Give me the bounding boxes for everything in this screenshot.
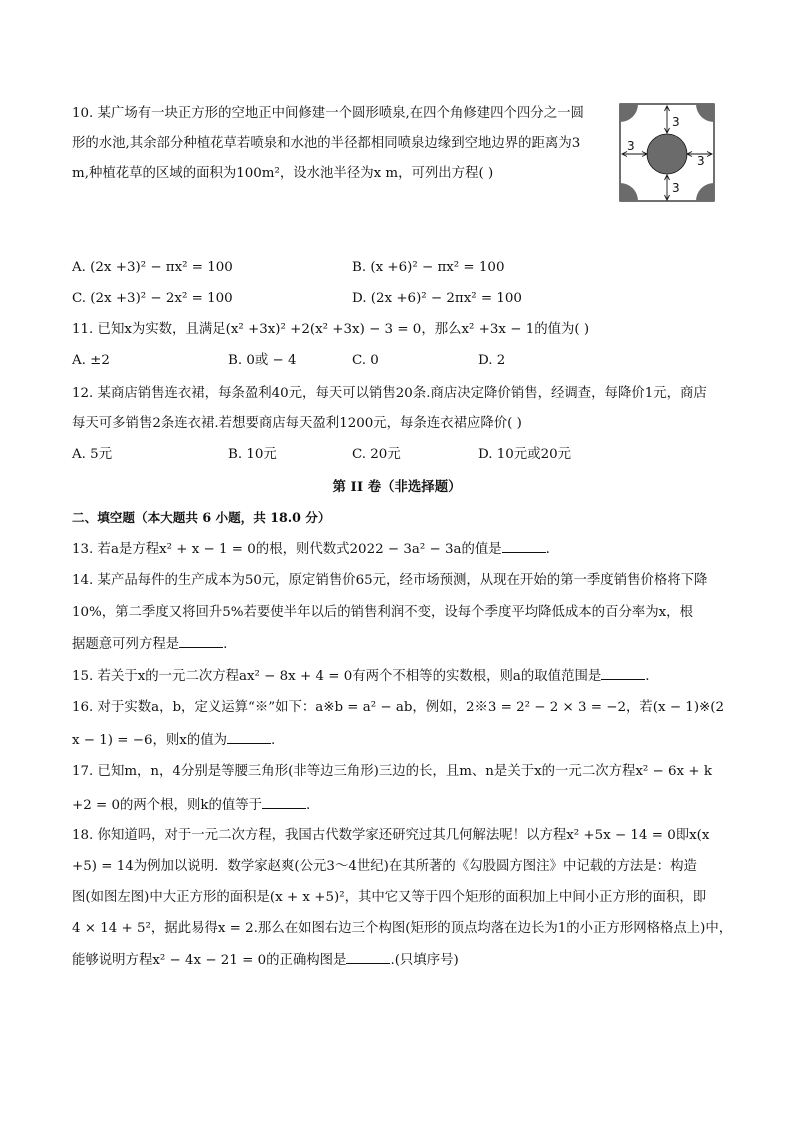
q12-line-1: 12. 某商店销售连衣裙，每条盈利40元，每天可以销售20条.商店决定降价销售，经调查，每降价1元，商店 [72,386,707,401]
q10-option-d[interactable]: D. (2x +6)² − 2πx² = 100 [352,291,522,306]
q14-line-3 [72,633,227,655]
q17-text: +2 = 0的两个根，则k的值等于 [72,798,263,813]
q14-answer-blank[interactable] [179,633,223,648]
q18-line-5 [72,949,459,971]
q18-line-4: 4 × 14 + 5²，据此易得x = 2.那么在如图右边三个构图(矩形的顶点均落在边长为1的小正方形网格格点上)中， [72,921,733,936]
q13-line-1 [72,538,550,560]
distance-label-right: 3 [697,154,705,168]
q15-end: . [645,669,650,684]
q10-option-a[interactable]: A. (2x +3)² − πx² = 100 [72,260,233,275]
q14-line-1: 14. 某产品每件的生产成本为50元，原定销售价65元，经市场预测，从现在开始的第一季度销售价格将下降 [72,573,708,588]
distance-label-bottom: 3 [672,181,680,195]
q17-end: . [306,798,311,813]
q12-option-a[interactable]: A. 5元 [72,447,113,462]
distance-label-left: 3 [627,139,635,153]
q12-line-2: 每天可多销售2条连衣裙.若想要商店每天盈利1200元，每条连衣裙应降价( ) [72,416,522,431]
q17-answer-blank[interactable] [262,794,306,809]
q10-line-3: m,种植花草的区域的面积为100m²，设水池半径为x m，可列出方程( ) [72,166,494,181]
q16-answer-blank[interactable] [227,729,271,744]
q10-line-2: 形的水池,其余部分种植花草若喷泉和水池的半径都相同喷泉边缘到空地边界的距离为3 [72,136,581,151]
q12-option-c[interactable]: C. 20元 [352,447,401,462]
q12-option-b[interactable]: B. 10元 [228,447,277,462]
q16-end: . [271,733,276,748]
q14-line-2: 10%，第二季度又将回升5%若要使半年以后的销售利润不变，设每个季度平均降低成本的百分率为x，根 [72,605,693,620]
q11-option-d[interactable]: D. 2 [478,353,506,368]
q17-line-2 [72,794,310,816]
q12-option-d[interactable]: D. 10元或20元 [478,447,572,462]
q16-text: x − 1) = −6，则x的值为 [72,733,228,748]
distance-label-top: 3 [672,115,680,129]
q10-line-1: 10. 某广场有一块正方形的空地正中间修建一个圆形喷泉,在四个角修建四个四分之一圆 [72,106,584,121]
q15-answer-blank[interactable] [601,665,645,680]
q13-answer-blank[interactable] [502,538,546,553]
q16-line-2 [72,729,275,751]
section-title: 第 II 卷（非选择题） [332,479,462,495]
q11-line-1: 11. 已知x为实数，且满足(x² +3x)² +2(x² +3x) − 3 = 0，那么x² +3x − 1的值为( ) [72,322,590,337]
q11-option-b[interactable]: B. 0或 − 4 [228,353,297,368]
q18-line-1: 18. 你知道吗，对于一元二次方程，我国古代数学家还研究过其几何解法呢！以方程x² +5x − 14 = 0即x(x [72,828,710,843]
q10-option-b[interactable]: B. (x +6)² − πx² = 100 [352,260,505,275]
q18-line-2: +5) = 14为例加以说明．数学家赵爽(公元3～4世纪)在其所著的《勾股圆方图注》中记载的方法是：构造 [72,859,697,874]
q18-end: .(只填序号) [390,953,459,968]
q18-answer-blank[interactable] [346,949,390,964]
q11-option-c[interactable]: C. 0 [352,353,379,368]
q15-text: 15. 若关于x的一元二次方程ax² − 8x + 4 = 0有两个不相等的实数根，则a的取值范围是 [72,669,602,684]
q18-line-3: 图(如图左图)中大正方形的面积是(x + x +5)²，其中它又等于四个矩形的面积加上中间小正方形的面积，即 [72,890,707,905]
q16-line-1: 16. 对于实数a，b，定义运算“※”如下：a※b = a² − ab，例如，2※3 = 2² − 2 × 3 = −2，若(x − 1)※(2 [72,700,725,715]
q18-text: 能够说明方程x² − 4x − 21 = 0的正确构图是 [72,953,347,968]
q10-option-c[interactable]: C. (2x +3)² − 2x² = 100 [72,291,233,306]
q13-end: . [545,542,550,557]
q13-text: 13. 若a是方程x² + x − 1 = 0的根，则代数式2022 − 3a² − 3a的值是 [72,542,502,557]
fountain-circle [647,134,687,174]
q15-line-1 [72,665,650,687]
q14-text: 据题意可列方程是 [72,637,180,652]
q17-line-1: 17. 已知m，n，4分别是等腰三角形(非等边三角形)三边的长，且m、n是关于x的一元二次方程x² − 6x + k [72,764,712,779]
q14-end: . [223,637,228,652]
section-heading: 二、填空题（本大题共 6 小题，共 18.0 分） [72,510,331,525]
q11-option-a[interactable]: A. ±2 [72,353,110,368]
q10-figure [619,103,715,202]
